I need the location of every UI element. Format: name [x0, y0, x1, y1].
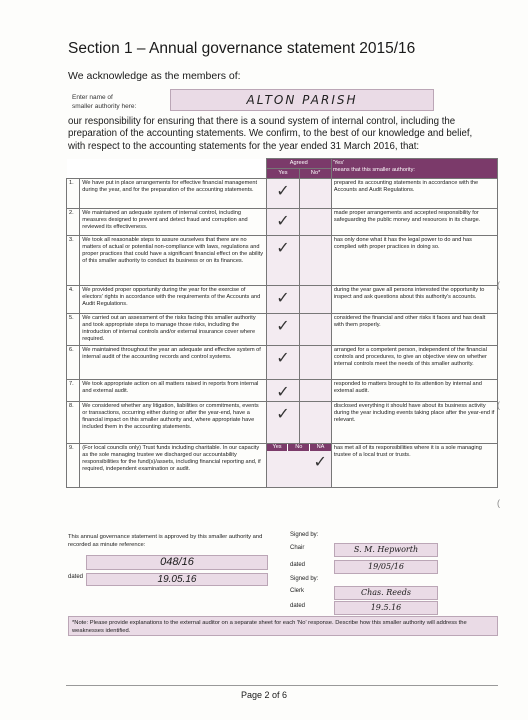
authority-label-line2: smaller authority here:: [72, 103, 137, 110]
yes-cell[interactable]: [266, 236, 300, 286]
auditor-note: *Note: Please provide explanations to the external auditor on a separate sheet for each 'No' response. Describe how this smaller authority will address the weaknesses identified.: [68, 616, 498, 636]
trust-na-header: NA: [310, 444, 331, 451]
row-statement: We took all reasonable steps to assure ourselves that there are no matters of actual or potential non-compliance with laws, regulations and proper practices that could have a significant financial effect on the ability of this smaller authority to conduct its business or on its finances.: [80, 236, 266, 286]
margin-mark: (: [497, 400, 500, 410]
row-number: 4.: [67, 286, 80, 314]
no-cell[interactable]: [300, 179, 332, 209]
table-row: [67, 345, 498, 379]
approval-dated-label: dated: [68, 574, 84, 580]
authority-name-value: ALTON PARISH: [246, 93, 358, 107]
table-row: [67, 236, 498, 286]
row-statement: We took appropriate action on all matters raised in reports from internal and external audit.: [80, 379, 266, 401]
footer-rule: [66, 685, 498, 686]
chair-date-field[interactable]: 19/05/16: [334, 560, 438, 574]
row-statement: We have put in place arrangements for effective financial management during the year, and for the preparation of the accounting statements.: [80, 179, 266, 209]
row-meaning: disclosed everything it should have about its business activity during the year including events taking place after the year-end if relevant.: [331, 401, 497, 443]
yes-cell[interactable]: [266, 286, 300, 314]
row-statement: We maintained throughout the year an adequate and effective system of internal audit of the accounting records and control systems.: [80, 345, 266, 379]
row-meaning: has only done what it has the legal power to do and has complied with proper practices in doing so.: [331, 236, 497, 286]
means-header-line1: 'Yes': [332, 160, 345, 166]
table-row: [67, 443, 498, 487]
no-cell[interactable]: [300, 379, 332, 401]
row-meaning: responded to matters brought to its attention by internal and external audit.: [331, 379, 497, 401]
yes-cell[interactable]: [266, 401, 300, 443]
trust-no-cell[interactable]: [288, 451, 309, 470]
row-meaning: considered the financial and other risks it faces and has dealt with them properly.: [331, 314, 497, 345]
no-cell[interactable]: [300, 401, 332, 443]
no-cell[interactable]: [300, 314, 332, 345]
signed-by-label: Signed by:: [290, 532, 319, 538]
authority-label-line1: Enter name of: [72, 94, 113, 101]
clerk-dated-label: dated: [290, 603, 306, 609]
table-row: [67, 401, 498, 443]
row-number: 8.: [67, 401, 80, 443]
tick-mark: ✓: [276, 211, 290, 231]
yes-cell[interactable]: [266, 314, 300, 345]
no-cell[interactable]: [300, 236, 332, 286]
table-row: [67, 314, 498, 345]
tick-mark: ✓: [276, 316, 290, 336]
approval-date-field[interactable]: 19.05.16: [86, 573, 268, 586]
intro-paragraph: our responsibility for ensuring that there is a sound system of internal control, including the preparation of the accounting statements. We confirm, to the best of our knowledge and belief, with respect to the accounting statements for the year ended 31 March 2016, that:: [68, 116, 473, 152]
row-number: 1.: [67, 179, 80, 209]
means-header-line2: means that this smaller authority:: [332, 167, 415, 174]
page-number: Page 2 of 6: [240, 690, 288, 700]
authority-name-field[interactable]: [170, 89, 434, 111]
no-cell[interactable]: [300, 286, 332, 314]
authority-name-label: [72, 93, 136, 111]
margin-mark: (: [497, 280, 500, 290]
row-meaning: has met all of its responsibilities where it is a sole managing trustee of a local trust or trusts.: [331, 443, 497, 487]
yes-cell[interactable]: [266, 345, 300, 379]
row-statement: We considered whether any litigation, liabilities or commitments, events or transactions, occurring either during or after the year-end, have a financial impact on this smaller authority and, where appropriate have included them in the accounting statements.: [80, 401, 266, 443]
acknowledge-text: We acknowledge as the members of:: [68, 70, 241, 82]
minute-reference-field[interactable]: 048/16: [86, 555, 268, 570]
approval-label: This annual governance statement is approved by this smaller authority and recorded as minute reference:: [68, 534, 263, 548]
yes-cell[interactable]: [266, 209, 300, 236]
row-meaning: prepared its accounting statements in accordance with the Accounts and Audit Regulations.: [331, 179, 497, 209]
clerk-date-field[interactable]: 19.5.16: [334, 601, 438, 615]
table-row: [67, 379, 498, 401]
chair-label: Chair: [290, 545, 305, 551]
row-number: 5.: [67, 314, 80, 345]
row-number: 3.: [67, 236, 80, 286]
clerk-label: Clerk: [290, 588, 305, 594]
no-cell[interactable]: [300, 209, 332, 236]
row-meaning: during the year gave all persons interested the opportunity to inspect and ask questions about this authority's accounts.: [331, 286, 497, 314]
signed-by-label-2: Signed by:: [290, 576, 319, 582]
trust-answer-cell: [266, 443, 331, 487]
agreed-header: Agreed: [266, 159, 331, 169]
table-row: [67, 286, 498, 314]
tick-mark: ✓: [276, 381, 290, 401]
no-header: No*: [300, 169, 332, 179]
governance-table: [66, 158, 498, 488]
table-row: [67, 209, 498, 236]
row-statement: (For local councils only) Trust funds including charitable. In our capacity as the sole managing trustee we discharged our accountability responsibilities for the fund(s)/assets, including financial reporting and, if required, independent examination or audit.: [80, 443, 266, 487]
tick-mark: ✓: [276, 288, 290, 308]
trust-na-cell[interactable]: [309, 451, 330, 470]
chair-signature-field[interactable]: S. M. Hepworth: [334, 543, 438, 557]
table-row: [67, 179, 498, 209]
yes-cell[interactable]: [266, 179, 300, 209]
margin-mark: (: [497, 498, 500, 508]
row-meaning: made proper arrangements and accepted responsibility for safeguarding the public money and resources in its charge.: [331, 209, 497, 236]
tick-mark: ✓: [276, 403, 290, 423]
clerk-signature-field[interactable]: Chas. Reeds: [334, 586, 438, 600]
row-statement: We provided proper opportunity during the year for the exercise of electors' rights in accordance with the requirements of the Accounts and Audit Regulations.: [80, 286, 266, 314]
means-header: [331, 159, 497, 179]
tick-mark: ✓: [276, 347, 290, 367]
row-number: 9.: [67, 443, 80, 487]
tick-mark: ✓: [276, 181, 290, 201]
row-number: 2.: [67, 209, 80, 236]
row-number: 6.: [67, 345, 80, 379]
row-number: 7.: [67, 379, 80, 401]
trust-yes-cell[interactable]: [267, 451, 288, 470]
tick-mark: ✓: [313, 451, 327, 471]
row-statement: We carried out an assessment of the risks facing this smaller authority and took appropriate steps to manage those risks, including the introduction of internal controls and/or external insurance cover where required.: [80, 314, 266, 345]
yes-header: Yes: [266, 169, 300, 179]
yes-cell[interactable]: [266, 379, 300, 401]
row-statement: We maintained an adequate system of internal control, including measures designed to prevent and detect fraud and corruption and reviewed its effectiveness.: [80, 209, 266, 236]
tick-mark: ✓: [276, 238, 290, 258]
trust-yes-header: Yes: [267, 444, 289, 451]
header-blank: [67, 159, 267, 179]
chair-dated-label: dated: [290, 562, 306, 568]
page-title: Section 1 – Annual governance statement 2015/16: [68, 40, 416, 57]
trust-no-header: No: [288, 444, 310, 451]
row-meaning: arranged for a competent person, independent of the financial controls and procedures, to give an objective view on whether internal controls meet the needs of this smaller authority.: [331, 345, 497, 379]
no-cell[interactable]: [300, 345, 332, 379]
